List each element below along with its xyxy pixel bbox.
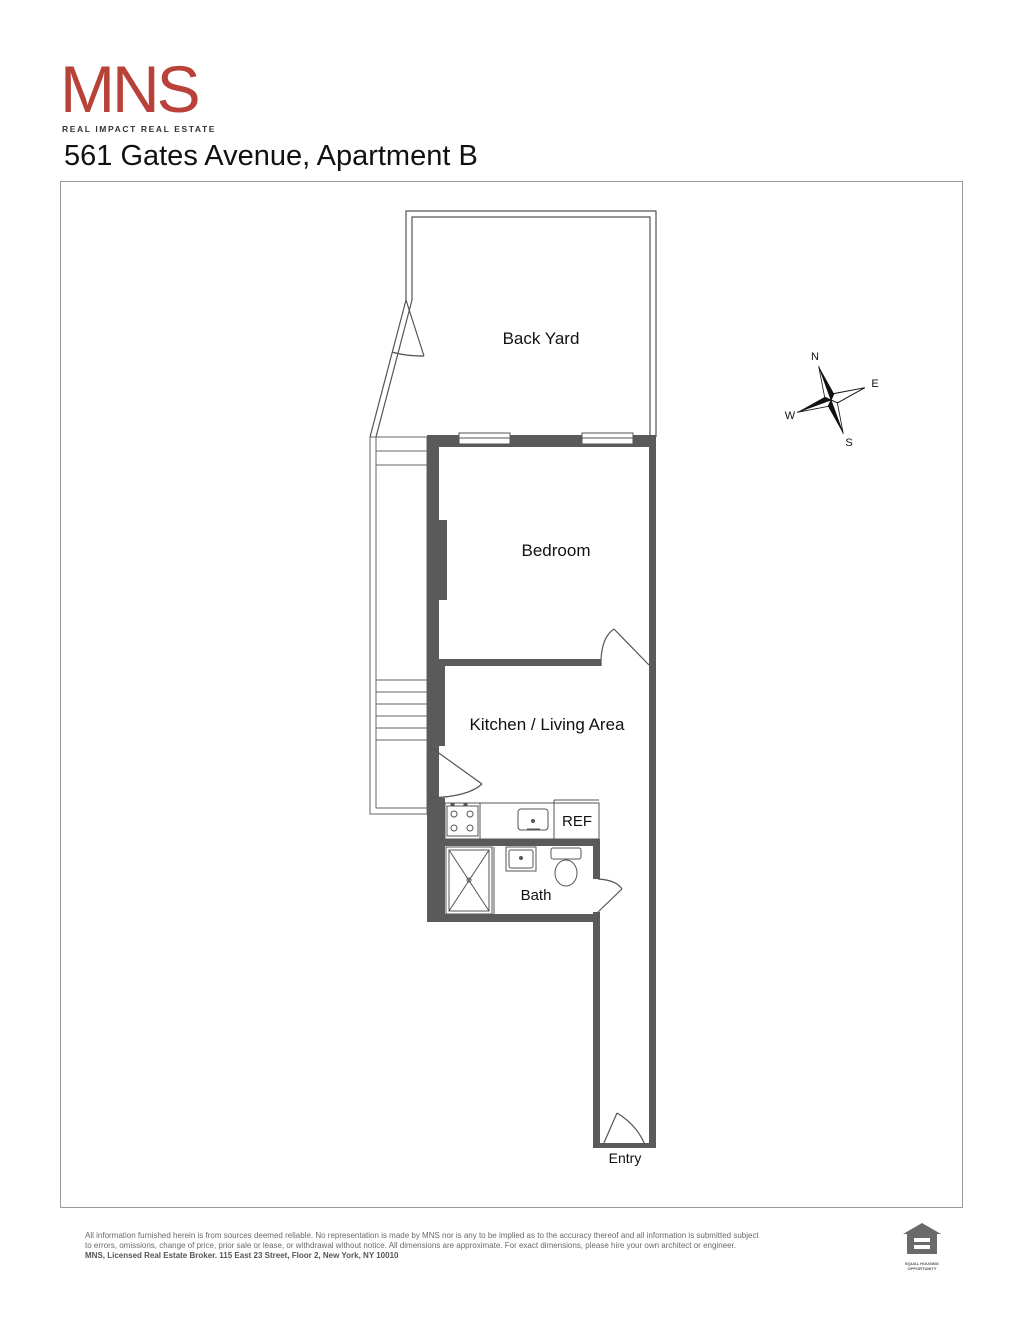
logo-wordmark: MNS <box>60 52 198 126</box>
compass-e: E <box>871 378 879 390</box>
bath-sink-icon <box>506 847 536 871</box>
label-kitchen-living: Kitchen / Living Area <box>469 715 625 734</box>
compass-n: N <box>811 351 819 363</box>
entry-door <box>603 1113 645 1145</box>
equal-housing-badge <box>899 1222 945 1271</box>
equal-housing-line-1: EQUAL HOUSING <box>905 1261 939 1266</box>
compass-w: W <box>784 410 796 422</box>
disclaimer <box>85 1231 875 1261</box>
page-title: 561 Gates Avenue, Apartment B <box>64 140 478 172</box>
label-ref: REF <box>562 813 592 830</box>
disclaimer-line-2: to errors, omissions, change of price, prior sale or lease, or withdrawal without notice. All dimensions are approximate. For exact dimensions, please hire your own architect or engineer. <box>85 1241 736 1250</box>
yard-gate-door <box>370 300 424 437</box>
disclaimer-line-1: All information furnished herein is from sources deemed reliable. No representation is made by MNS nor is any to be implied as to the accuracy thereof and all information is submitted subject <box>85 1231 759 1240</box>
bedroom-door <box>601 629 649 666</box>
broker-address: MNS, Licensed Real Estate Broker. 115 East 23 Street, Floor 2, New York, NY 10010 <box>85 1251 399 1260</box>
equal-housing-line-2: OPPORTUNITY <box>907 1266 937 1271</box>
label-bath: Bath <box>520 887 552 904</box>
kitchen-sink-icon <box>518 809 548 830</box>
compass-icon <box>785 354 877 446</box>
back-yard-outline <box>406 211 656 437</box>
label-entry: Entry <box>608 1150 642 1166</box>
equal-housing-icon <box>901 1222 943 1256</box>
logo-tagline: REAL IMPACT REAL ESTATE <box>62 124 217 134</box>
compass-s: S <box>845 437 853 449</box>
label-back-yard: Back Yard <box>502 329 580 348</box>
label-bedroom: Bedroom <box>521 541 591 560</box>
bath-door <box>598 879 622 912</box>
shower-icon <box>446 847 494 914</box>
stove-icon <box>447 803 478 836</box>
toilet-icon <box>551 848 581 886</box>
exterior-stair <box>370 437 427 814</box>
